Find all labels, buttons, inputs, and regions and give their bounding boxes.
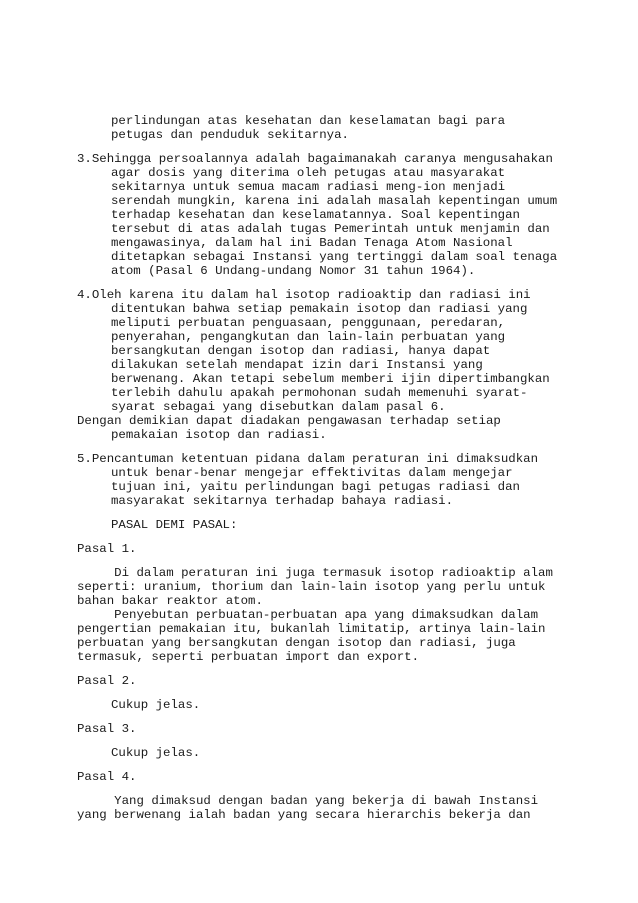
text-line: Cukup jelas. xyxy=(111,698,201,712)
text-line: tujuan ini, yaitu perlindungan bagi petugas radiasi dan xyxy=(111,480,520,494)
text-line: mengawasinya, dalam hal ini Badan Tenaga Atom Nasional xyxy=(111,236,513,250)
text-line: perlindungan atas kesehatan dan keselamatan bagi para xyxy=(111,114,506,128)
text-line: atom (Pasal 6 Undang-undang Nomor 31 tahun 1964). xyxy=(111,264,476,278)
text-line: Dengan demikian dapat diadakan pengawasan terhadap setiap xyxy=(77,414,501,428)
text-line: Penyebutan perbuatan-perbuatan apa yang dimaksudkan dalam xyxy=(77,608,539,622)
text-line: ditentukan bahwa setiap pemakain isotop dan radiasi yang xyxy=(111,302,528,316)
text-line: pemakaian isotop dan radiasi. xyxy=(111,428,327,442)
text-line: penyerahan, pengangkutan dan lain-lain perbuatan yang xyxy=(111,330,506,344)
text-line: pengertian pemakaian itu, bukanlah limitatip, artinya lain-lain xyxy=(77,622,546,636)
text-line: sekitarnya untuk semua macam radiasi meng-ion menjadi xyxy=(111,180,506,194)
text-line: meliputi perbuatan penguasaan, penggunaan, peredaran, xyxy=(111,316,506,330)
text-line: masyarakat sekitarnya terhadap bahaya radiasi. xyxy=(111,494,454,508)
text-line: syarat sebagai yang disebutkan dalam pasal 6. xyxy=(111,400,446,414)
text-line: Cukup jelas. xyxy=(111,746,201,760)
text-line: 4.Oleh karena itu dalam hal isotop radioaktip dan radiasi ini xyxy=(77,288,531,302)
text-line: seperti: uranium, thorium dan lain-lain isotop yang perlu untuk xyxy=(77,580,546,594)
article-heading: Pasal 3. xyxy=(77,722,137,736)
text-line: bahan bakar reaktor atom. xyxy=(77,594,263,608)
text-line: yang berwenang ialah badan yang secara hierarchis bekerja dan xyxy=(77,808,531,822)
text-line: petugas dan penduduk sekitarnya. xyxy=(111,128,349,142)
text-line: tersebut di atas adalah tugas Pemerintah untuk menjamin dan xyxy=(111,222,550,236)
article-heading: Pasal 2. xyxy=(77,674,137,688)
text-line: agar dosis yang diterima oleh petugas atau masyarakat xyxy=(111,166,506,180)
text-line: termasuk, seperti perbuatan import dan export. xyxy=(77,650,420,664)
article-heading: Pasal 4. xyxy=(77,770,137,784)
text-line: bersangkutan dengan isotop dan radiasi, hanya dapat xyxy=(111,344,491,358)
text-line: Di dalam peraturan ini juga termasuk isotop radioaktip alam xyxy=(77,566,553,580)
text-line: 5.Pencantuman ketentuan pidana dalam peraturan ini dimaksudkan xyxy=(77,452,539,466)
text-line: ditetapkan sebagai Instansi yang tertinggi dalam soal tenaga xyxy=(111,250,558,264)
text-line: berwenang. Akan tetapi sebelum memberi ijin dipertimbangkan xyxy=(111,372,550,386)
text-line: perbuatan yang bersangkutan dengan isotop dan radiasi, juga xyxy=(77,636,516,650)
text-line: untuk benar-benar mengejar effektivitas dalam mengejar xyxy=(111,466,513,480)
text-line: terlebih dahulu apakah permohonan sudah memenuhi syarat- xyxy=(111,386,528,400)
section-heading: PASAL DEMI PASAL: xyxy=(111,518,238,532)
text-line: 3.Sehingga persoalannya adalah bagaimanakah caranya mengusahakan xyxy=(77,152,553,166)
article-heading: Pasal 1. xyxy=(77,542,137,556)
text-line: Yang dimaksud dengan badan yang bekerja di bawah Instansi xyxy=(77,794,539,808)
text-line: dilakukan setelah mendapat izin dari Instansi yang xyxy=(111,358,483,372)
text-line: terhadap kesehatan dan keselamatannya. Soal kepentingan xyxy=(111,208,520,222)
text-line: serendah mungkin, karena ini adalah masalah kepentingan umum xyxy=(111,194,558,208)
